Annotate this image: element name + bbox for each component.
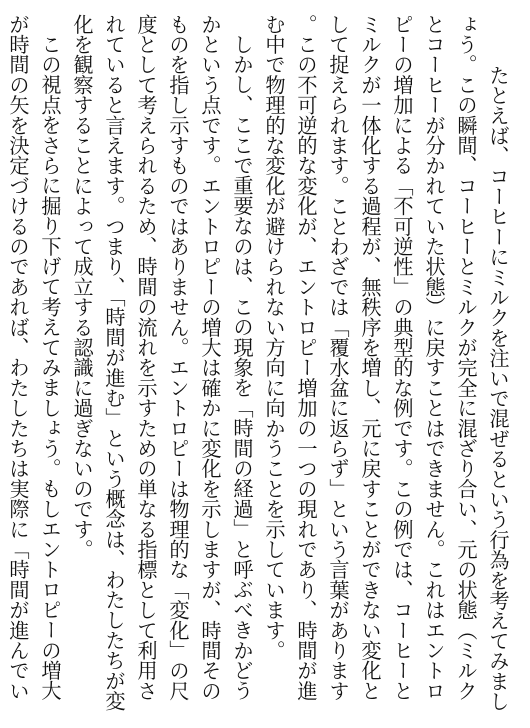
paragraph-2: しかし、ここで重要なのは、この現象を「時間の経過」と呼ぶべきかどうかという点です。エントロピーの増大は確かに変化を示しますが、時間そのものを指し示すものではありません。エントロピーは物理的な「変化」の尺度として考えられるため、時間の流れを示すための単なる指標として利用されていると言えます。つまり、「時間が進む」という概念は、わたしたちが変化を観察することによって成立する認識に過ぎないのです。 [70,14,254,711]
paragraph-3: この視点をさらに掘り下げて考えてみましょう。もしエントロピーの増大が時間の矢を決定づけるのであれば、わたしたちは実際に「時間が進んでい [6,14,62,701]
paragraph-1: たとえば、コーヒーにミルクを注いで混ぜるという行為を考えてみましょう。この瞬間、コーヒーとミルクが完全に混ざり合い、元の状態（ミルクとコーヒーが分かれていた状態）に戻すことはできません。これはエントロピーの増加による「不可逆性」の典型的な例です。この例では、コーヒーとミルクが一体化する過程が、無秩序を増し、元に戻すことができない変化として捉えられます。ことわざでは「覆水盆に返らず」という言葉があります。この不可逆的な変化が、エントロピー増加の一つの現れであり、時間が進む中で物理的な変化が避けられない方向に向かうことを示しています。 [262,14,510,711]
vertical-text-body [0,14,514,714]
